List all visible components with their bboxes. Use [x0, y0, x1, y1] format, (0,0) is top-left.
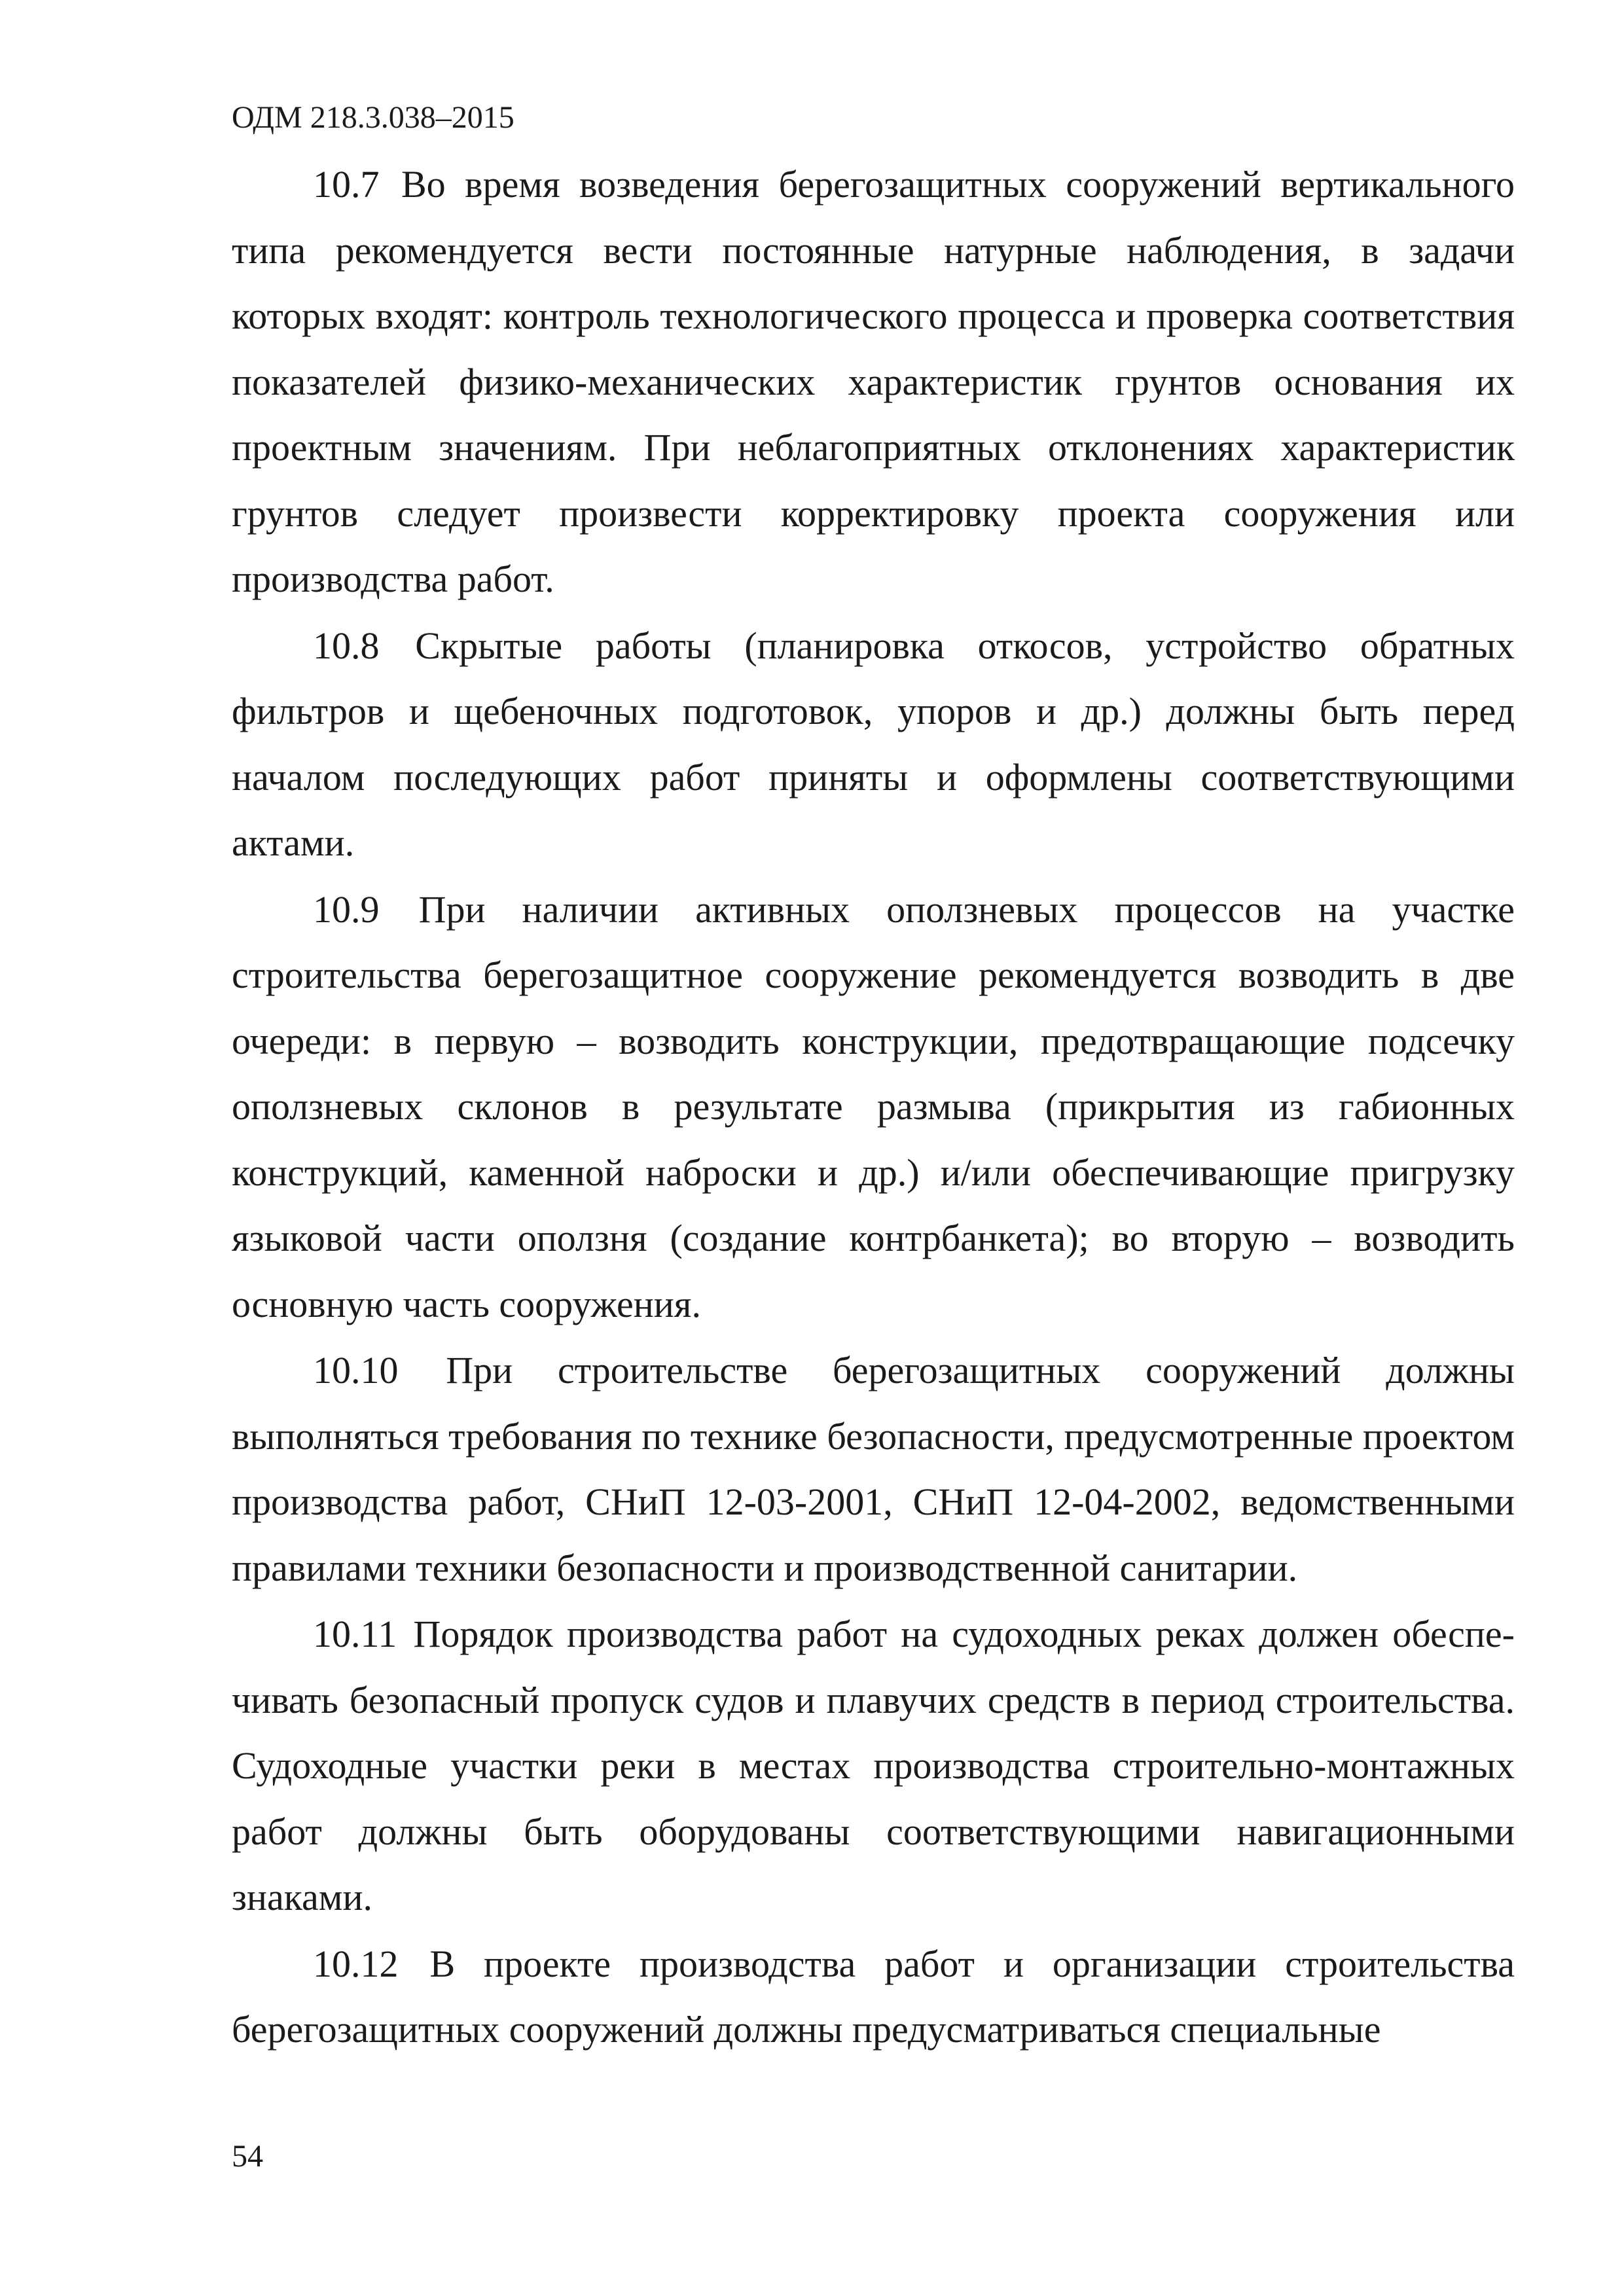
paragraph-10-12 — [232, 1931, 1515, 2064]
paragraph-number: 10.10 — [313, 1349, 399, 1391]
paragraph-text: При строительстве берегозащитных сооружений должны выполняться требования по технике безопасности, предусмотренные проектом производства работ, СНиП 12-03-2001, СНиП 12-04-2002, ведомственными правилами техники безопасности и производственной санитарии. — [232, 1349, 1515, 1589]
paragraph-text: При наличии активных оползневых процессов на участке строительства берегозащитное сооружение рекомендуется возводить в две очереди: в первую – возводить конструкции, предотвращающие подсечку оползневых склонов в результате размыва (прикрытия из габионных конструкций, каменной наброски и др.) и/или обеспечивающие пригрузку языковой части оползня (создание контрбанкета); во вторую – возводить основную часть сооружения. — [232, 888, 1515, 1325]
paragraph-10-11 — [232, 1602, 1515, 1931]
paragraph-10-8 — [232, 613, 1515, 877]
paragraph-text: В проекте производства работ и организации строительства берегозащитных сооружений должны предусматриваться специальные — [232, 1942, 1515, 2051]
document-code-header: ОДМ 218.3.038–2015 — [232, 100, 514, 135]
document-body — [232, 152, 1515, 2064]
paragraph-10-7 — [232, 152, 1515, 613]
paragraph-text: Во время возведения берегозащитных сооружений вертикального типа рекомендуется вести постоянные натурные наблюдения, в задачи которых входят: контроль технологического процесса и проверка соответствия показателей физико-механических характеристик грунтов основания их проектным значениям. При неблагоприятных отклонениях характеристик грунтов следует произвести корректировку проекта сооружения или производства работ. — [232, 163, 1515, 600]
paragraph-number: 10.12 — [313, 1942, 399, 1985]
paragraph-number: 10.7 — [313, 163, 380, 206]
paragraph-text: Скрытые работы (планировка откосов, устройство обратных фильтров и щебеночных подготовок, упоров и др.) должны быть перед началом последующих работ приняты и оформлены соответствующими актами. — [232, 624, 1515, 864]
paragraph-10-9 — [232, 877, 1515, 1338]
page-number: 54 — [232, 2139, 263, 2174]
paragraph-text: Порядок производства работ на судоходных реках должен обеспечивать безопасный пропуск судов и плавучих средств в период строительства. Судоходные участки реки в местах производства строительно-монтажных работ должны быть оборудованы соответствующими навигационными знаками. — [232, 1613, 1515, 1918]
paragraph-10-10 — [232, 1338, 1515, 1602]
paragraph-number: 10.11 — [313, 1613, 397, 1655]
paragraph-number: 10.8 — [313, 624, 380, 667]
paragraph-number: 10.9 — [313, 888, 380, 931]
